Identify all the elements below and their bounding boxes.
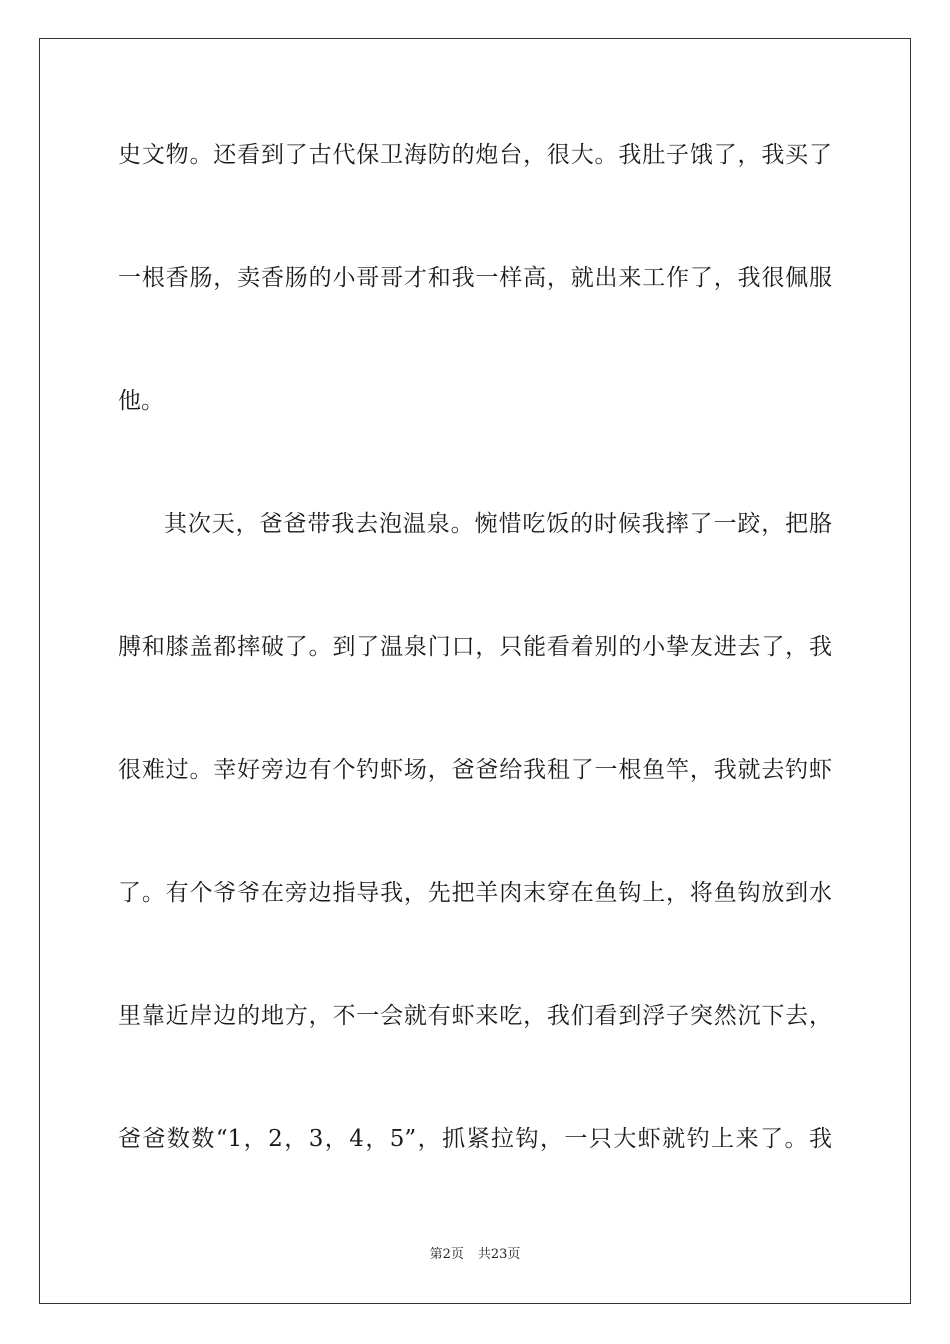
body-text-line: 里靠近岸边的地方，不一会就有虾来吃，我们看到浮子突然沉下去， <box>118 1003 832 1029</box>
paragraph-first-line: 其次天，爸爸带我去泡温泉。惋惜吃饭的时候我摔了一跤，把胳 <box>164 511 832 537</box>
body-text-line: 爸爸数数“1，2，3，4，5”，抓紧拉钩，一只大虾就钓上来了。我 <box>118 1126 832 1152</box>
body-text-line: 很难过。幸好旁边有个钓虾场，爸爸给我租了一根鱼竿，我就去钓虾 <box>118 757 832 783</box>
body-text-line: 史文物。还看到了古代保卫海防的炮台，很大。我肚子饿了，我买了 <box>118 142 832 168</box>
page-footer <box>0 1247 950 1263</box>
body-text-line: 膊和膝盖都摔破了。到了温泉门口，只能看着别的小挚友进去了，我 <box>118 634 832 660</box>
body-text-line: 一根香肠，卖香肠的小哥哥才和我一样高，就出来工作了，我很佩服 <box>118 265 832 291</box>
page-total: 共23页 <box>477 1247 521 1262</box>
body-text-line: 了。有个爷爷在旁边指导我，先把羊肉末穿在鱼钩上，将鱼钩放到水 <box>118 880 832 906</box>
page-frame <box>39 38 911 1304</box>
body-text-line: 他。 <box>118 388 164 414</box>
page-number: 第2页 <box>429 1247 464 1262</box>
